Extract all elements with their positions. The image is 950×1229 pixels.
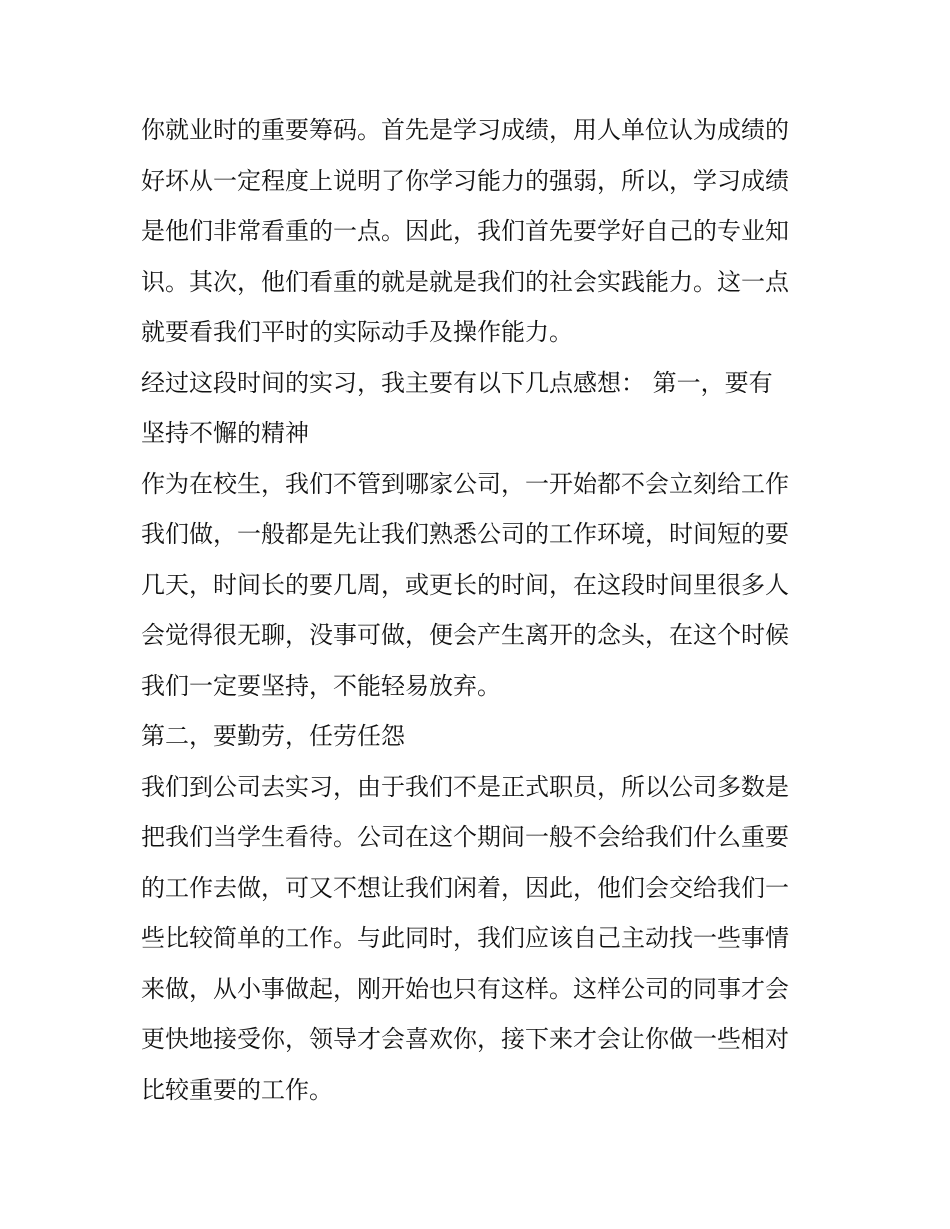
text-line: 比较重要的工作。 xyxy=(141,1075,333,1104)
text-line: 就要看我们平时的实际动手及操作能力。 xyxy=(141,318,573,346)
section-heading: 坚持不懈的精神 xyxy=(141,419,309,447)
text-line: 我们一定要坚持，不能轻易放弃。 xyxy=(141,671,501,700)
text-line: 来做，从小事做起，刚开始也只有这样。这样公司的同事才会 xyxy=(141,974,789,1003)
body-text xyxy=(141,105,813,1115)
text-line: 作为在校生，我们不管到哪家公司，一开始都不会立刻给工作 xyxy=(141,469,789,498)
text-line: 识。其次，他们看重的就是就是我们的社会实践能力。这一点 xyxy=(141,267,789,296)
text-line: 会觉得很无聊，没事可做，便会产生离开的念头，在这个时候 xyxy=(141,621,789,649)
text-line: 是他们非常看重的一点。因此，我们首先要学好自己的专业知 xyxy=(141,217,789,245)
text-line: 好坏从一定程度上说明了你学习能力的强弱，所以，学习成绩 xyxy=(141,166,789,195)
text-line: 更快地接受你，领导才会喜欢你，接下来才会让你做一些相对 xyxy=(141,1025,789,1053)
text-line: 把我们当学生看待。公司在这个期间一般不会给我们什么重要 xyxy=(141,823,789,851)
text-line: 几天，时间长的要几周，或更长的时间，在这段时间里很多人 xyxy=(141,570,789,599)
text-line: 些比较简单的工作。与此同时，我们应该自己主动找一些事情 xyxy=(141,924,789,952)
text-line: 你就业时的重要筹码。首先是学习成绩，用人单位认为成绩的 xyxy=(141,116,789,144)
text-line: 我们做，一般都是先让我们熟悉公司的工作环境，时间短的要 xyxy=(141,520,789,548)
text-line: 我们到公司去实习，由于我们不是正式职员，所以公司多数是 xyxy=(141,772,789,801)
text-line: 经过这段时间的实习，我主要有以下几点感想： 第一，要有 xyxy=(141,368,773,397)
section-heading: 第二，要勤劳，任劳任怨 xyxy=(141,722,405,750)
text-line: 的工作去做，可又不想让我们闲着，因此，他们会交给我们一 xyxy=(141,873,789,902)
